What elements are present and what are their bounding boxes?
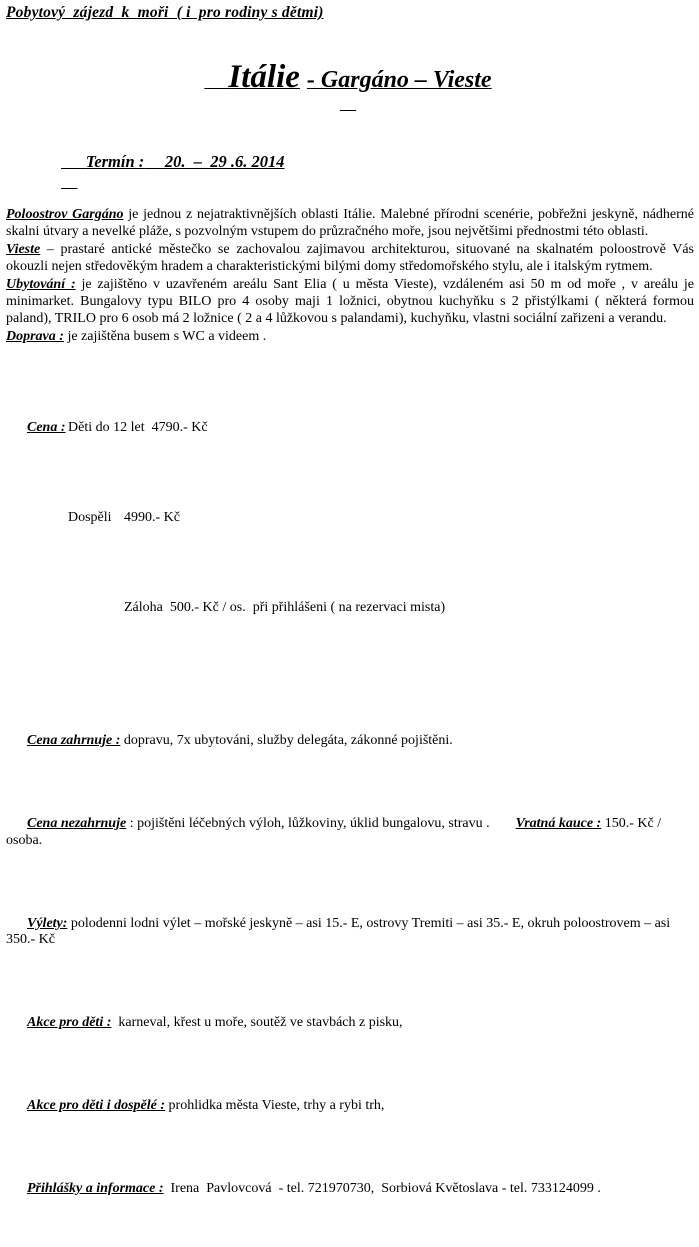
price-excludes-label: Cena nezahrnuje [27,816,127,831]
price-row-children [6,401,694,455]
price-row-deposit [6,581,694,635]
kids-events-text: karneval, křest u moře, soutěž ve stavbách z pisku, [111,1015,403,1031]
paragraph-ubytovani-label: Ubytování : [6,276,76,292]
deposit-refund-text: 150.- Kč / osoba. [6,816,665,848]
conditions-block [6,683,694,1247]
paragraph-ubytovani [6,276,694,328]
line-contacts [6,1164,694,1214]
title-row [6,41,694,116]
paragraph-doprava-text: je zajištěna busem s WC a videem . [63,328,267,344]
paragraph-vieste [6,241,694,276]
line-family-events [6,1082,694,1132]
document-subject-line: Pobytový zájezd k moři ( i pro rodiny s dětmi) [6,4,324,21]
title-region: - Gargáno – Vieste [306,67,492,93]
paragraph-gargano [6,206,694,241]
family-events-text: prohlidka města Vieste, trhy a rybi trh, [165,1098,385,1114]
price-adults-name: Dospěli [68,510,112,526]
line-kids-events [6,999,694,1049]
title-destination: Itálie [228,59,300,95]
deposit-refund-label: Vratná kauce : [515,816,602,831]
trips-text: polodenni lodni výlet – mořské jeskyně – asi 15.- E, ostrovy Tremiti – asi 35.- E, okruh poloostrovem – asi 350.- Kč [6,915,674,948]
paragraph-gargano-label: Poloostrov Gargáno [6,207,124,222]
description-block [6,206,694,345]
paragraph-ubytovani-text: je zajištěno v uzavřeném areálu Sant Elia ( u města Vieste), vzdáleném asi 50 m od moře , v areálu je minimarket. Bungalovy typu BILO pro 4 osoby maji 1 ložnici, obytnou kuchyňku s 2 přistýlkami ( některá formou paland), TRILO pro 6 osob má 2 ložnice ( 2 a 4 lůžkovou s palandami), kuchyňku, vlastni sociální zařizeni a verandu. [6,276,695,327]
contacts-text: Irena Pavlovcová - tel. 721970730, Sorbiová Květoslava - tel. 733124099 . [163,1181,601,1197]
paragraph-doprava-label: Doprava : [6,328,64,344]
price-includes-label: Cena zahrnuje : [27,733,121,749]
paragraph-vieste-text: – prastaré antické městečko se zachovalou zajimavou architekturou, situované na skalnatém poloostrově Vás okouzli nejen středověkým hradem a charakteristickými bilými domy středomořského stylu, ale i italským rytmem. [6,241,694,275]
term-dates: 20. – 29 .6. 2014 [144,152,285,171]
page-title [202,41,497,116]
family-events-label: Akce pro děti i dospělé : [27,1098,166,1114]
paragraph-gargano-text: je jednou z nejatraktivnějších oblasti Itálie. Malebné přírodni scenérie, pobřežni jeskyně, nádherné skalni útvary a nevelké pláže, s pozvolným vstupem do průzračného moře, jsou největšimi přednostmi této oblasti. [6,207,695,240]
term-text [61,132,285,193]
term-row [61,132,694,193]
line-trips [6,899,694,965]
line-price-includes [6,716,694,766]
paragraph-vieste-label: Vieste [6,241,41,257]
trips-label: Výlety: [27,915,68,931]
price-includes-text: dopravu, 7x ubytováni, služby delegáta, zákonné pojištěni. [120,733,453,749]
price-excludes-text: : pojištěni léčebných výloh, lůžkoviny, úklid bungalovu, stravu . [126,816,490,831]
term-label: Termín : [85,152,145,171]
line-price-excludes [6,799,694,865]
price-label: Cena : [27,420,66,436]
price-block [6,365,694,671]
price-adults-value: 4990.- Kč [124,510,180,526]
price-deposit-text: Záloha 500.- Kč / os. při přihlášeni ( na rezervaci mista) [124,600,446,616]
price-children-value: Děti do 12 let 4790.- Kč [68,420,208,436]
kids-events-label: Akce pro děti : [27,1015,112,1031]
price-row-adults [6,491,694,545]
contacts-label: Přihlášky a informace : [27,1181,164,1197]
paragraph-doprava [6,328,694,345]
